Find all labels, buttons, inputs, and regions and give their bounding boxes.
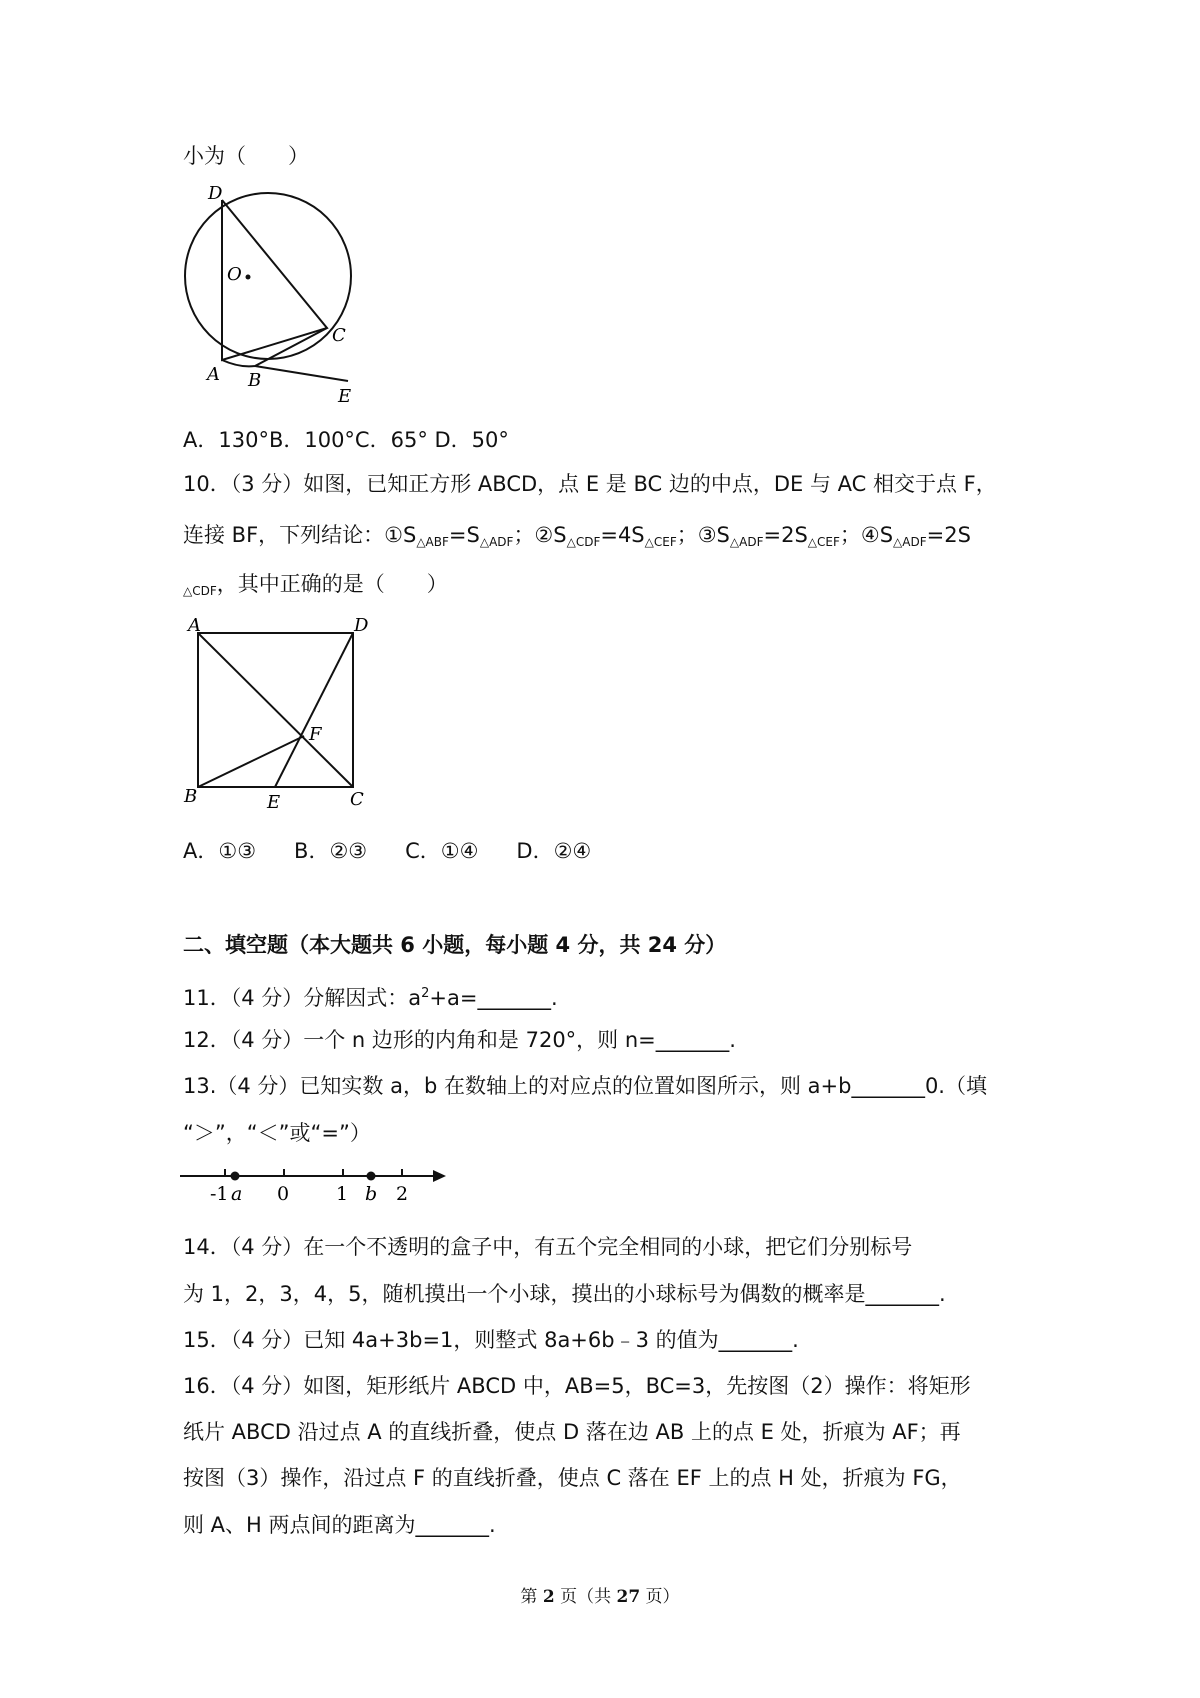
page-footer [0,1582,1200,1607]
q9-label-e: E [338,386,352,407]
q16-line3: 按图（3）操作，沿过点 F 的直线折叠，使点 C 落在 EF 上的点 H 处，折痕为 FG， [183,1466,962,1490]
footer-post: 页） [640,1587,680,1607]
q9-label-c: C [332,325,346,346]
q16-line4: 则 A、H 两点间的距离为_______. [183,1513,496,1537]
q10-sub-5: △ADF [729,535,764,549]
q10-line3-sub: △CDF [183,584,217,598]
q10-option-c: C．①④ [405,839,479,863]
q11-prefix: 11．（4 分）分解因式：a [183,986,422,1010]
q9-label-a: A [207,364,220,385]
q10-eq-2: =4S [600,523,645,547]
q10-option-b: B．②③ [294,839,368,863]
q14-line1: 14．（4 分）在一个不透明的盒子中，有五个完全相同的小球，把它们分别标号 [183,1235,913,1259]
q13-point-a: a [231,1183,243,1205]
footer-mid: 页（共 [554,1587,617,1607]
footer-pre: 第 [520,1587,543,1607]
section2-title: 二、填空题（本大题共 6 小题，每小题 4 分，共 24 分） [183,933,727,957]
q11 [183,980,558,1012]
q14-line2: 为 1，2，3，4，5，随机摸出一个小球，摸出的小球标号为偶数的概率是_______. [183,1282,946,1306]
q9-label-d: D [208,183,223,204]
q13-tick-1: 1 [336,1183,349,1205]
q9-stem-tail: 小为（ ） [183,144,309,168]
q10-option-d: D．②④ [516,839,592,863]
q15: 15．（4 分）已知 4a+3b=1，则整式 8a+6b﹣3 的值为_______. [183,1328,799,1352]
q10-sep-2: ；③S [676,523,730,547]
q10-label-e: E [267,792,281,813]
q16-line2: 纸片 ABCD 沿过点 A 的直线折叠，使点 D 落在边 AB 上的点 E 处，折痕为 AF；再 [183,1420,961,1444]
q10-line2-prefix: 连接 BF，下列结论：①S [183,523,417,547]
footer-page-number: 2 [542,1587,555,1607]
q9-circle-figure [170,180,390,415]
q9-label-b: B [248,370,262,391]
q10-sub-1: △ABF [416,535,449,549]
q13-tick-neg1: -1 [210,1183,229,1205]
q10-line3-text: ，其中正确的是（ ） [216,572,448,596]
q10-label-a: A [188,615,201,636]
q10-label-c: C [350,789,364,810]
q10-eq-3: =2S [763,523,808,547]
q12: 12．（4 分）一个 n 边形的内角和是 720°，则 n=_______. [183,1028,736,1052]
q10-sub-3: △CDF [566,535,601,549]
q10-sep-3: ；④S [839,523,894,547]
q9-label-o: O [227,264,242,285]
q10-label-f: F [309,724,322,745]
q10-sub-7: △ADF [893,535,927,549]
q10-sub-4: △CEF [644,535,677,549]
q13-number-line [178,1162,448,1210]
q10-options [183,837,591,865]
q10-square-figure [178,615,378,815]
q16-line1: 16．（4 分）如图，矩形纸片 ABCD 中，AB=5，BC=3，先按图（2）操作：将矩形 [183,1374,971,1398]
q13-tick-2: 2 [396,1183,409,1205]
q13-tick-0: 0 [277,1183,290,1205]
q10-eq-4: =2S [926,523,971,547]
q13-line1: 13.（4 分）已知实数 a，b 在数轴上的对应点的位置如图所示，则 a+b_______0.（填 [183,1074,987,1098]
q10-label-d: D [354,615,369,636]
q10-sub-6: △CEF [807,535,840,549]
q10-sep-1: ；②S [513,523,567,547]
q10-line2 [183,521,971,556]
q11-exponent: 2 [421,986,430,1001]
q9-options: A．130°B．100°C．65° D．50° [183,428,509,452]
q10-eq-1: =S [448,523,480,547]
q10-sub-2: △ADF [479,535,514,549]
q10-label-b: B [184,786,198,807]
q10-option-a: A．①③ [183,839,257,863]
q10-line3 [183,570,448,605]
q10-line1: 10．（3 分）如图，已知正方形 ABCD，点 E 是 BC 边的中点，DE 与 AC 相交于点 F， [183,472,997,496]
footer-total-pages: 27 [616,1587,641,1607]
q11-suffix: +a=_______. [429,986,558,1010]
q13-point-b: b [365,1183,378,1205]
q13-line2: “＞”，“＜”或“=”） [183,1121,371,1145]
